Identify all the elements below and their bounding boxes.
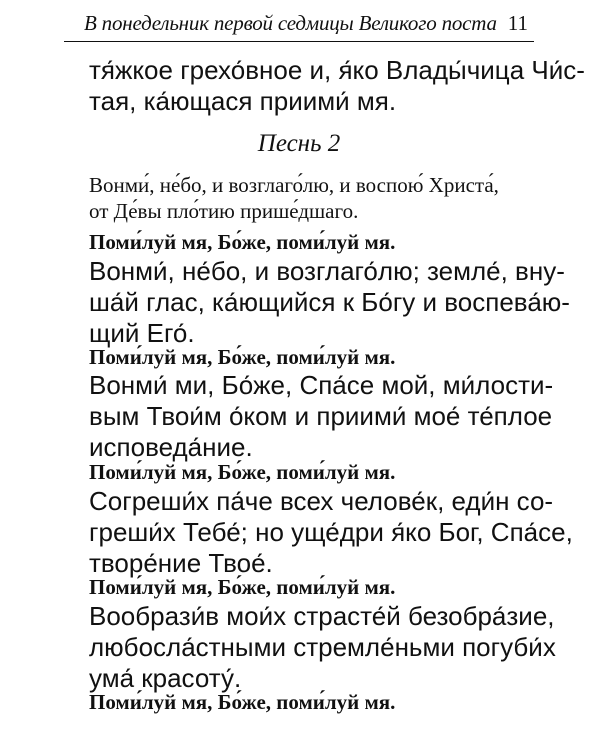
text-line: Согреши́х па́че всех челове́к, еди́н со-: [89, 486, 554, 516]
text-line: творе́ние Твое́.: [89, 548, 273, 578]
irmos: [89, 172, 534, 224]
text-line: любосла́стными стремле́ньми погуби́х: [89, 632, 556, 662]
text-line: греши́х Тебе́; но уще́дри я́ко Бог, Спа́се,: [89, 517, 573, 547]
troparion: [89, 370, 554, 463]
troparion: [89, 601, 556, 694]
text-line: ума́ красоту́.: [89, 663, 242, 693]
troparion: [89, 486, 573, 579]
text-line: исповеда́ние.: [89, 432, 253, 462]
text-line: тя́жкое грехо́вное и, я́ко Влады́чица Чи́с-: [89, 55, 585, 85]
refrain: Поми́луй мя, Бо́же, поми́луй мя.: [89, 460, 396, 484]
troparion: [89, 256, 570, 349]
header-title: В понедельник первой седмицы Великого поста: [84, 11, 497, 35]
irmos-line: от Де́вы пло́тию прише́дшаго.: [89, 199, 359, 223]
text-line: щий Его́.: [89, 318, 195, 348]
running-header: [64, 9, 534, 42]
book-page: [64, 0, 585, 750]
refrain: Поми́луй мя, Бо́же, поми́луй мя.: [89, 345, 396, 369]
irmos-line: Вонми́, не́бо, и возглаго́лю, и воспою́ Христа́,: [89, 173, 499, 197]
text-line: Вообрази́в мои́х страсте́й безобра́зие,: [89, 601, 555, 631]
song-title: Песнь 2: [257, 130, 341, 157]
text-line: Вонми́, не́бо, и возглаго́лю; земле́, вну-: [89, 256, 565, 286]
refrain: Поми́луй мя, Бо́же, поми́луй мя.: [89, 690, 396, 714]
text-line: Вонми́ ми, Бо́же, Спа́се мой, ми́лости-: [89, 370, 554, 400]
text-line: ша́й глас, ка́ющийся к Бо́гу и воспева́ю-: [89, 287, 570, 317]
refrain: Поми́луй мя, Бо́же, поми́луй мя.: [89, 575, 396, 599]
opening-paragraph: [89, 55, 585, 117]
text-line: тая, ка́ющася приими́ мя.: [89, 86, 397, 116]
refrain: Поми́луй мя, Бо́же, поми́луй мя.: [89, 230, 396, 254]
text-line: вым Твои́м о́ком и приими́ мое́ те́плое: [89, 401, 553, 431]
page-number: 11: [507, 11, 528, 35]
